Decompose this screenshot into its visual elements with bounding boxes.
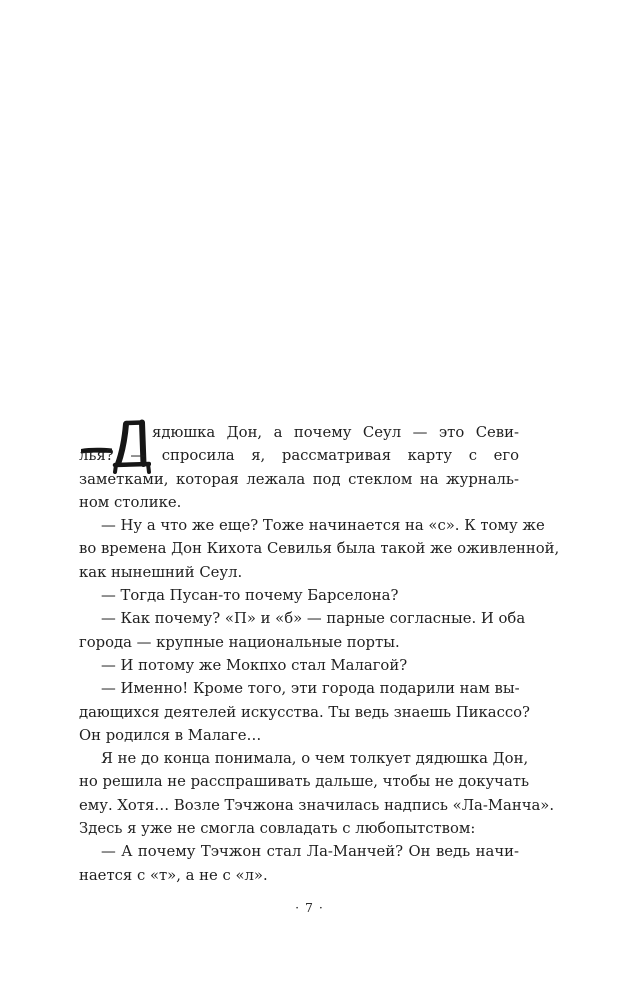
text-line: как нынешний Сеул.: [79, 563, 243, 581]
text-line: дающихся деятелей искусства. Ты ведь знаешь Пикассо?: [79, 703, 530, 721]
text-line: города — крупные национальные порты.: [79, 633, 400, 651]
text-line: Он родился в Малаге…: [79, 726, 262, 744]
body-text: [79, 421, 560, 887]
page-number: · 7 ·: [295, 900, 324, 915]
text-line: ном столике.: [79, 493, 182, 511]
text-line: — Как почему? «П» и «б» — парные согласные. И оба: [101, 610, 526, 628]
text-line: нается с «т», а не с «л».: [79, 866, 268, 884]
text-line: ему. Хотя… Возле Тэчжона значилась надпись «Ла-Манча».: [79, 796, 555, 814]
svg-text:Д: Д: [79, 418, 80, 419]
text-line: — Ну а что же еще? Тоже начинается на «с». К тому же: [101, 517, 545, 535]
text-line: но решила не расспрашивать дальше, чтобы не докучать: [79, 773, 530, 791]
text-line: Я не до конца понимала, о чем толкует дядюшка Дон,: [101, 750, 529, 768]
text-line: ядюшка Дон, а почему Сеул — это Севи-: [152, 424, 519, 441]
text-line: — А почему Тэчжон стал Ла-Манчей? Он ведь начи-: [101, 843, 519, 861]
text-line: заметками, которая лежала под стеклом на журналь-: [79, 470, 519, 488]
text-line: Здесь я уже не смогла совладать с любопытством:: [79, 820, 476, 838]
text-line: — Тогда Пусан-то почему Барселона?: [101, 587, 399, 605]
text-line: лья? — спросила я, рассматривая карту с его: [79, 447, 519, 465]
text-line: во времена Дон Кихота Севилья была такой же оживленной,: [79, 540, 560, 558]
text-line: — Именно! Кроме того, эти города подарили нам вы-: [101, 680, 520, 698]
text-line: — И потому же Мокпхо стал Малагой?: [101, 656, 408, 674]
